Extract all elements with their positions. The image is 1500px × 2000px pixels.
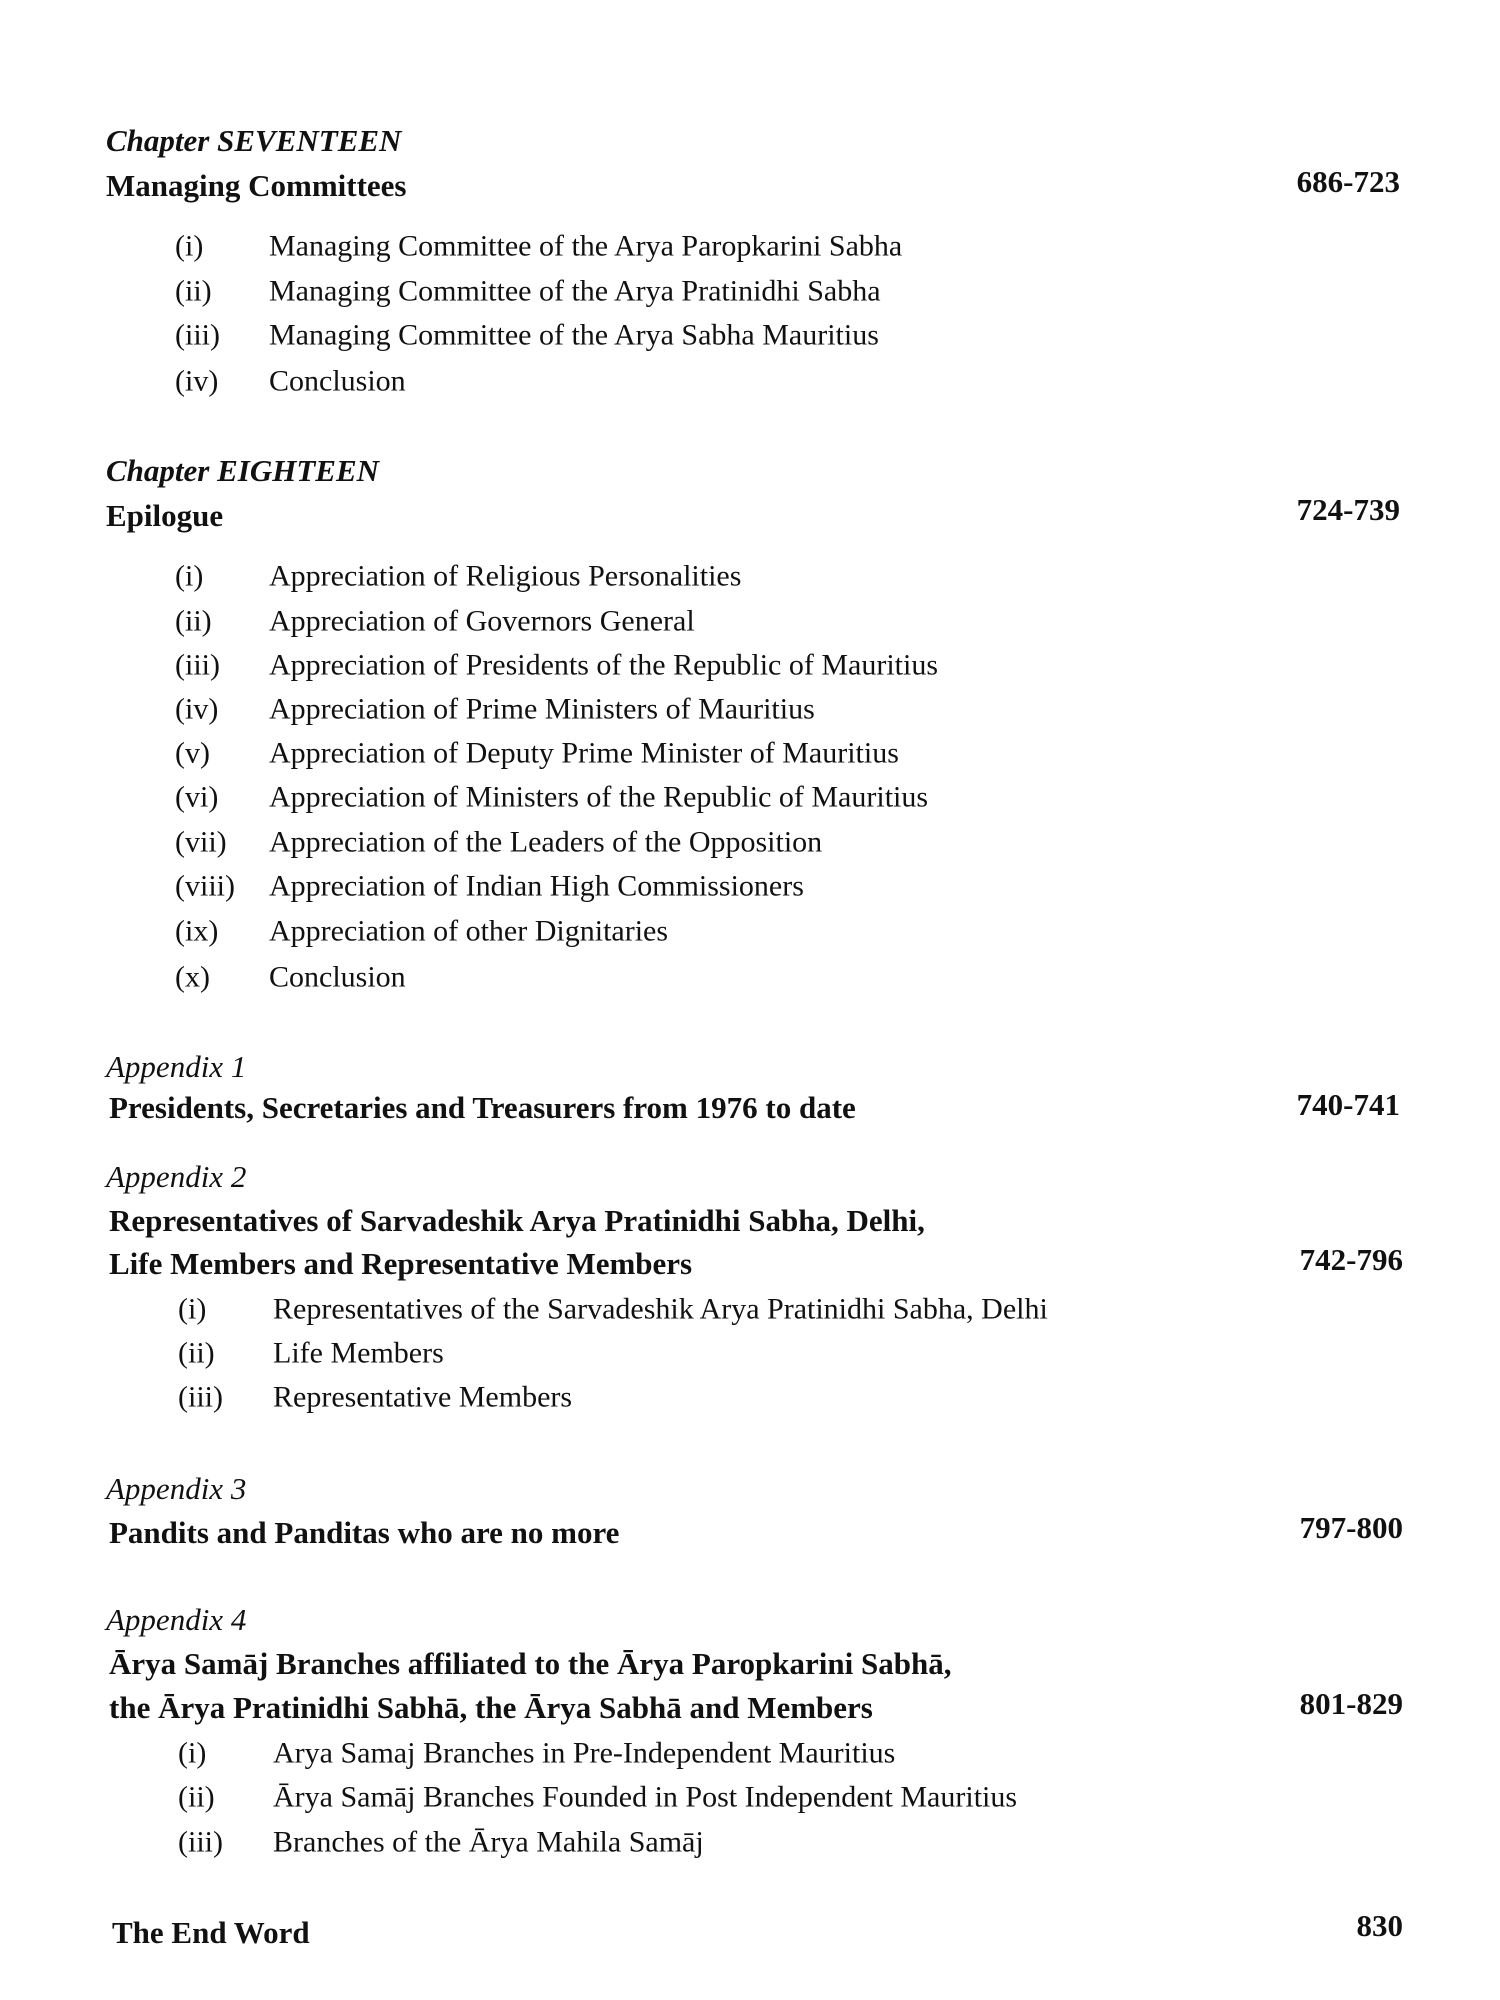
item-number: (iii): [175, 318, 220, 352]
appendix-title: Representatives of Sarvadeshik Arya Pratinidhi Sabha, Delhi,: [109, 1202, 925, 1238]
item-number: (i): [175, 559, 204, 593]
item-title: Life Members: [273, 1336, 444, 1370]
item-number: (i): [175, 229, 204, 263]
item-title: Appreciation of Deputy Prime Minister of Mauritius: [269, 736, 899, 770]
item-title: Appreciation of the Leaders of the Opposition: [269, 825, 823, 859]
item-title: Representative Members: [273, 1380, 573, 1414]
item-title: Conclusion: [269, 364, 406, 398]
appendix-title: Life Members and Representative Members: [109, 1245, 693, 1281]
item-title: Ārya Samāj Branches Founded in Post Independent Mauritius: [273, 1780, 1018, 1814]
page-range: 686-723: [1296, 163, 1400, 199]
chapter-title: Managing Committees: [106, 167, 407, 203]
appendix-kicker: Appendix 4: [106, 1601, 247, 1637]
item-number: (v): [175, 736, 210, 770]
page-range: 724-739: [1296, 491, 1400, 527]
item-title: Appreciation of Governors General: [269, 604, 695, 638]
item-title: Managing Committee of the Arya Sabha Mauritius: [269, 318, 879, 352]
item-title: Conclusion: [269, 960, 406, 994]
item-title: Managing Committee of the Arya Pratinidhi Sabha: [269, 274, 881, 308]
page-range: 742-796: [1299, 1241, 1403, 1277]
item-title: Appreciation of Indian High Commissioners: [269, 869, 804, 903]
item-title: Appreciation of other Dignitaries: [269, 914, 669, 948]
item-number: (ii): [175, 604, 212, 638]
item-title: Appreciation of Ministers of the Republic of Mauritius: [269, 780, 929, 814]
item-number: (ii): [178, 1336, 215, 1370]
page-number: 830: [1356, 1907, 1403, 1943]
item-number: (x): [175, 960, 210, 994]
appendix-kicker: Appendix 3: [106, 1470, 247, 1506]
item-number: (iii): [178, 1380, 223, 1414]
page-range: 740-741: [1296, 1086, 1400, 1122]
appendix-title: the Ārya Pratinidhi Sabhā, the Ārya Sabhā and Members: [109, 1689, 873, 1725]
appendix-kicker: Appendix 2: [106, 1158, 247, 1194]
item-number: (ii): [178, 1780, 215, 1814]
item-number: (i): [178, 1736, 207, 1770]
item-number: (iii): [178, 1825, 223, 1859]
item-number: (vi): [175, 780, 219, 814]
item-number: (viii): [175, 869, 235, 903]
item-title: Managing Committee of the Arya Paropkarini Sabha: [269, 229, 903, 263]
item-number: (iii): [175, 648, 220, 682]
chapter-title: Epilogue: [106, 497, 224, 533]
item-title: Appreciation of Prime Ministers of Mauritius: [269, 692, 815, 726]
page-range: 797-800: [1299, 1509, 1403, 1545]
item-number: (ii): [175, 274, 212, 308]
appendix-title: Presidents, Secretaries and Treasurers from 1976 to date: [109, 1089, 856, 1125]
item-title: Branches of the Ārya Mahila Samāj: [273, 1825, 704, 1859]
page-range: 801-829: [1299, 1685, 1403, 1721]
item-number: (ix): [175, 914, 219, 948]
appendix-kicker: Appendix 1: [106, 1048, 247, 1084]
item-title: Appreciation of Religious Personalities: [269, 559, 742, 593]
item-number: (vii): [175, 825, 227, 859]
chapter-kicker: Chapter SEVENTEEN: [106, 122, 402, 158]
appendix-title: Pandits and Panditas who are no more: [109, 1514, 620, 1550]
end-word-title: The End Word: [112, 1914, 310, 1950]
appendix-title: Ārya Samāj Branches affiliated to the Ārya Paropkarini Sabhā,: [109, 1645, 952, 1681]
item-number: (iv): [175, 364, 219, 398]
item-number: (i): [178, 1292, 207, 1326]
chapter-kicker: Chapter EIGHTEEN: [106, 452, 380, 488]
item-title: Appreciation of Presidents of the Republic of Mauritius: [269, 648, 939, 682]
item-number: (iv): [175, 692, 219, 726]
item-title: Arya Samaj Branches in Pre-Independent Mauritius: [273, 1736, 896, 1770]
item-title: Representatives of the Sarvadeshik Arya Pratinidhi Sabha, Delhi: [273, 1292, 1048, 1326]
